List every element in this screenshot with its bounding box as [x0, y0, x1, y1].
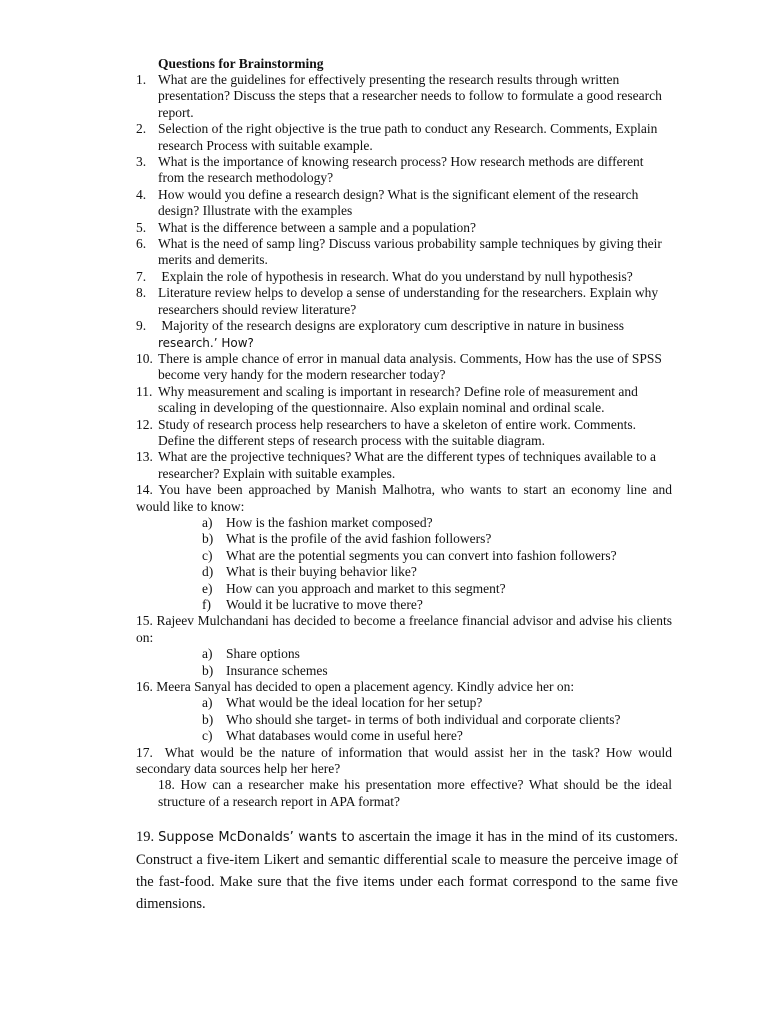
question-5 [136, 220, 672, 236]
question-2 [136, 121, 672, 154]
question-4 [136, 187, 672, 220]
sub-item-text: What would be the ideal location for her setup? [226, 695, 483, 711]
question-number: 7. [136, 268, 147, 284]
question-number: 11. [136, 383, 153, 399]
sub-item-number: b) [202, 662, 214, 678]
question-3 [136, 154, 672, 187]
question-text: Why measurement and scaling is important in research? Define role of measurement and scaling in developing of the questionnaire. Also explain nominal and ordinal scale. [158, 383, 638, 416]
question-9 [136, 318, 672, 351]
sub-item-text: What is the profile of the avid fashion followers? [226, 531, 492, 547]
question-text: Explain the role of hypothesis in research. What do you understand by null hypothesis? [158, 268, 633, 284]
question-text: What is the importance of knowing research process? How research methods are different from the research methodology? [158, 154, 644, 186]
sub-item-number: f) [202, 597, 211, 612]
sub-item [202, 564, 672, 580]
question-17: 17. What would be the nature of information that would assist her in the task? How would secondary data sources help her here? [136, 744, 676, 777]
question-19-mono-text: Suppose McDonalds’ wants to [158, 830, 355, 845]
sub-item-text: Share options [226, 646, 300, 662]
question-text: What is the need of samp ling? Discuss various probability sample techniques by giving their merits and demerits. [158, 236, 662, 268]
question-number: 6. [136, 236, 147, 252]
question-1 [136, 72, 672, 121]
sub-item [202, 728, 672, 744]
question-14: 14. You have been approached by Manish Malhotra, who wants to start an economy line and would like to know: [136, 482, 672, 514]
question-15: 15. Rajeev Mulchandani has decided to become a freelance financial advisor and advise his clients on: [136, 613, 672, 645]
sub-item-number: a) [202, 646, 213, 662]
question-12 [136, 417, 672, 450]
question-number: 5. [136, 219, 147, 235]
question-text: Selection of the right objective is the true path to conduct any Research. Comments, Explain research Process with suitable example. [158, 121, 658, 153]
question-number: 13. [136, 449, 153, 465]
question-text-tail: research.’ How? [158, 335, 254, 350]
question-10 [136, 351, 672, 384]
question-text: Majority of the research designs are exploratory cum descriptive in nature in business [158, 318, 628, 334]
question-text: Literature review helps to develop a sense of understanding for the researchers. Explain why researchers should review literature? [158, 285, 659, 317]
question-number: 8. [136, 285, 147, 301]
sub-item [202, 531, 672, 547]
question-list [136, 72, 676, 810]
sub-item [202, 712, 672, 728]
question-number: 3. [136, 154, 147, 170]
question-number: 9. [136, 318, 147, 334]
question-16: 16. Meera Sanyal has decided to open a placement agency. Kindly advice her on: [136, 679, 575, 695]
question-19-prefix: 19. [136, 829, 159, 845]
sub-item-text: Who should she target- in terms of both individual and corporate clients? [226, 711, 621, 727]
question-number: 10. [136, 350, 153, 366]
question-6 [136, 236, 672, 269]
sub-item-number: b) [202, 531, 214, 547]
sub-item-number: a) [202, 514, 213, 530]
question-text: What are the guidelines for effectively presenting the research results through written presentation? Discuss the steps that a researcher needs to follow to formulate a good research report. [158, 72, 662, 120]
question-number: 2. [136, 121, 147, 137]
sub-item [202, 695, 672, 711]
question-11 [136, 384, 672, 417]
sub-item [202, 581, 672, 597]
question-number: 12. [136, 416, 153, 432]
sub-item-number: c) [202, 547, 213, 563]
question-text: What is the difference between a sample and a population? [158, 219, 476, 235]
question-19-rest: ascertain the image it has in the mind of its customers. Construct a five-item Likert and semantic differential scale to measure the perceive image of the fast-food. Make sure that the five items under each format correspond to the same five dimensions. [136, 829, 682, 912]
sub-item-number: c) [202, 728, 213, 744]
question-number: 4. [136, 186, 147, 202]
sub-item-number: e) [202, 580, 213, 596]
sub-item-text: Insurance schemes [226, 662, 328, 678]
question-text-container [158, 318, 672, 351]
sub-item [202, 515, 672, 531]
question-text: There is ample chance of error in manual data analysis. Comments, How has the use of SPSS become very handy for the modern researcher today? [158, 350, 662, 383]
sub-item-text: How can you approach and market to this segment? [226, 580, 506, 596]
sub-item-text: What are the potential segments you can convert into fashion followers? [226, 547, 617, 563]
question-number: 1. [136, 72, 147, 87]
question-13 [136, 449, 672, 482]
sub-item-number: b) [202, 711, 214, 727]
question-8 [136, 285, 672, 318]
question-7 [136, 269, 672, 285]
sub-item-text: Would it be lucrative to move there? [226, 597, 423, 612]
sub-item [202, 663, 672, 679]
sub-item [202, 597, 672, 613]
question-text: Study of research process help researchers to have a skeleton of entire work. Comments. Define the different steps of research process with the suitable diagram. [158, 416, 636, 448]
sub-item-text: What databases would come in useful here? [226, 728, 463, 744]
question-text: How would you define a research design? What is the significant element of the research design? Illustrate with the examples [158, 186, 639, 219]
sub-item-text: What is their buying behavior like? [226, 564, 417, 580]
question-text: What are the projective techniques? What are the different types of techniques available to a researcher? Explain with suitable examples. [158, 449, 657, 481]
sub-item [202, 646, 672, 662]
sub-item-text: How is the fashion market composed? [226, 514, 433, 530]
sub-item [202, 548, 672, 564]
sub-item-number: d) [202, 564, 214, 580]
sub-item-number: a) [202, 695, 213, 711]
question-19 [136, 826, 682, 915]
page-title: Questions for Brainstorming [158, 56, 324, 71]
question-18: 18. How can a researcher make his presentation more effective? What should be the ideal structure of a research report in APA format? [158, 777, 672, 809]
